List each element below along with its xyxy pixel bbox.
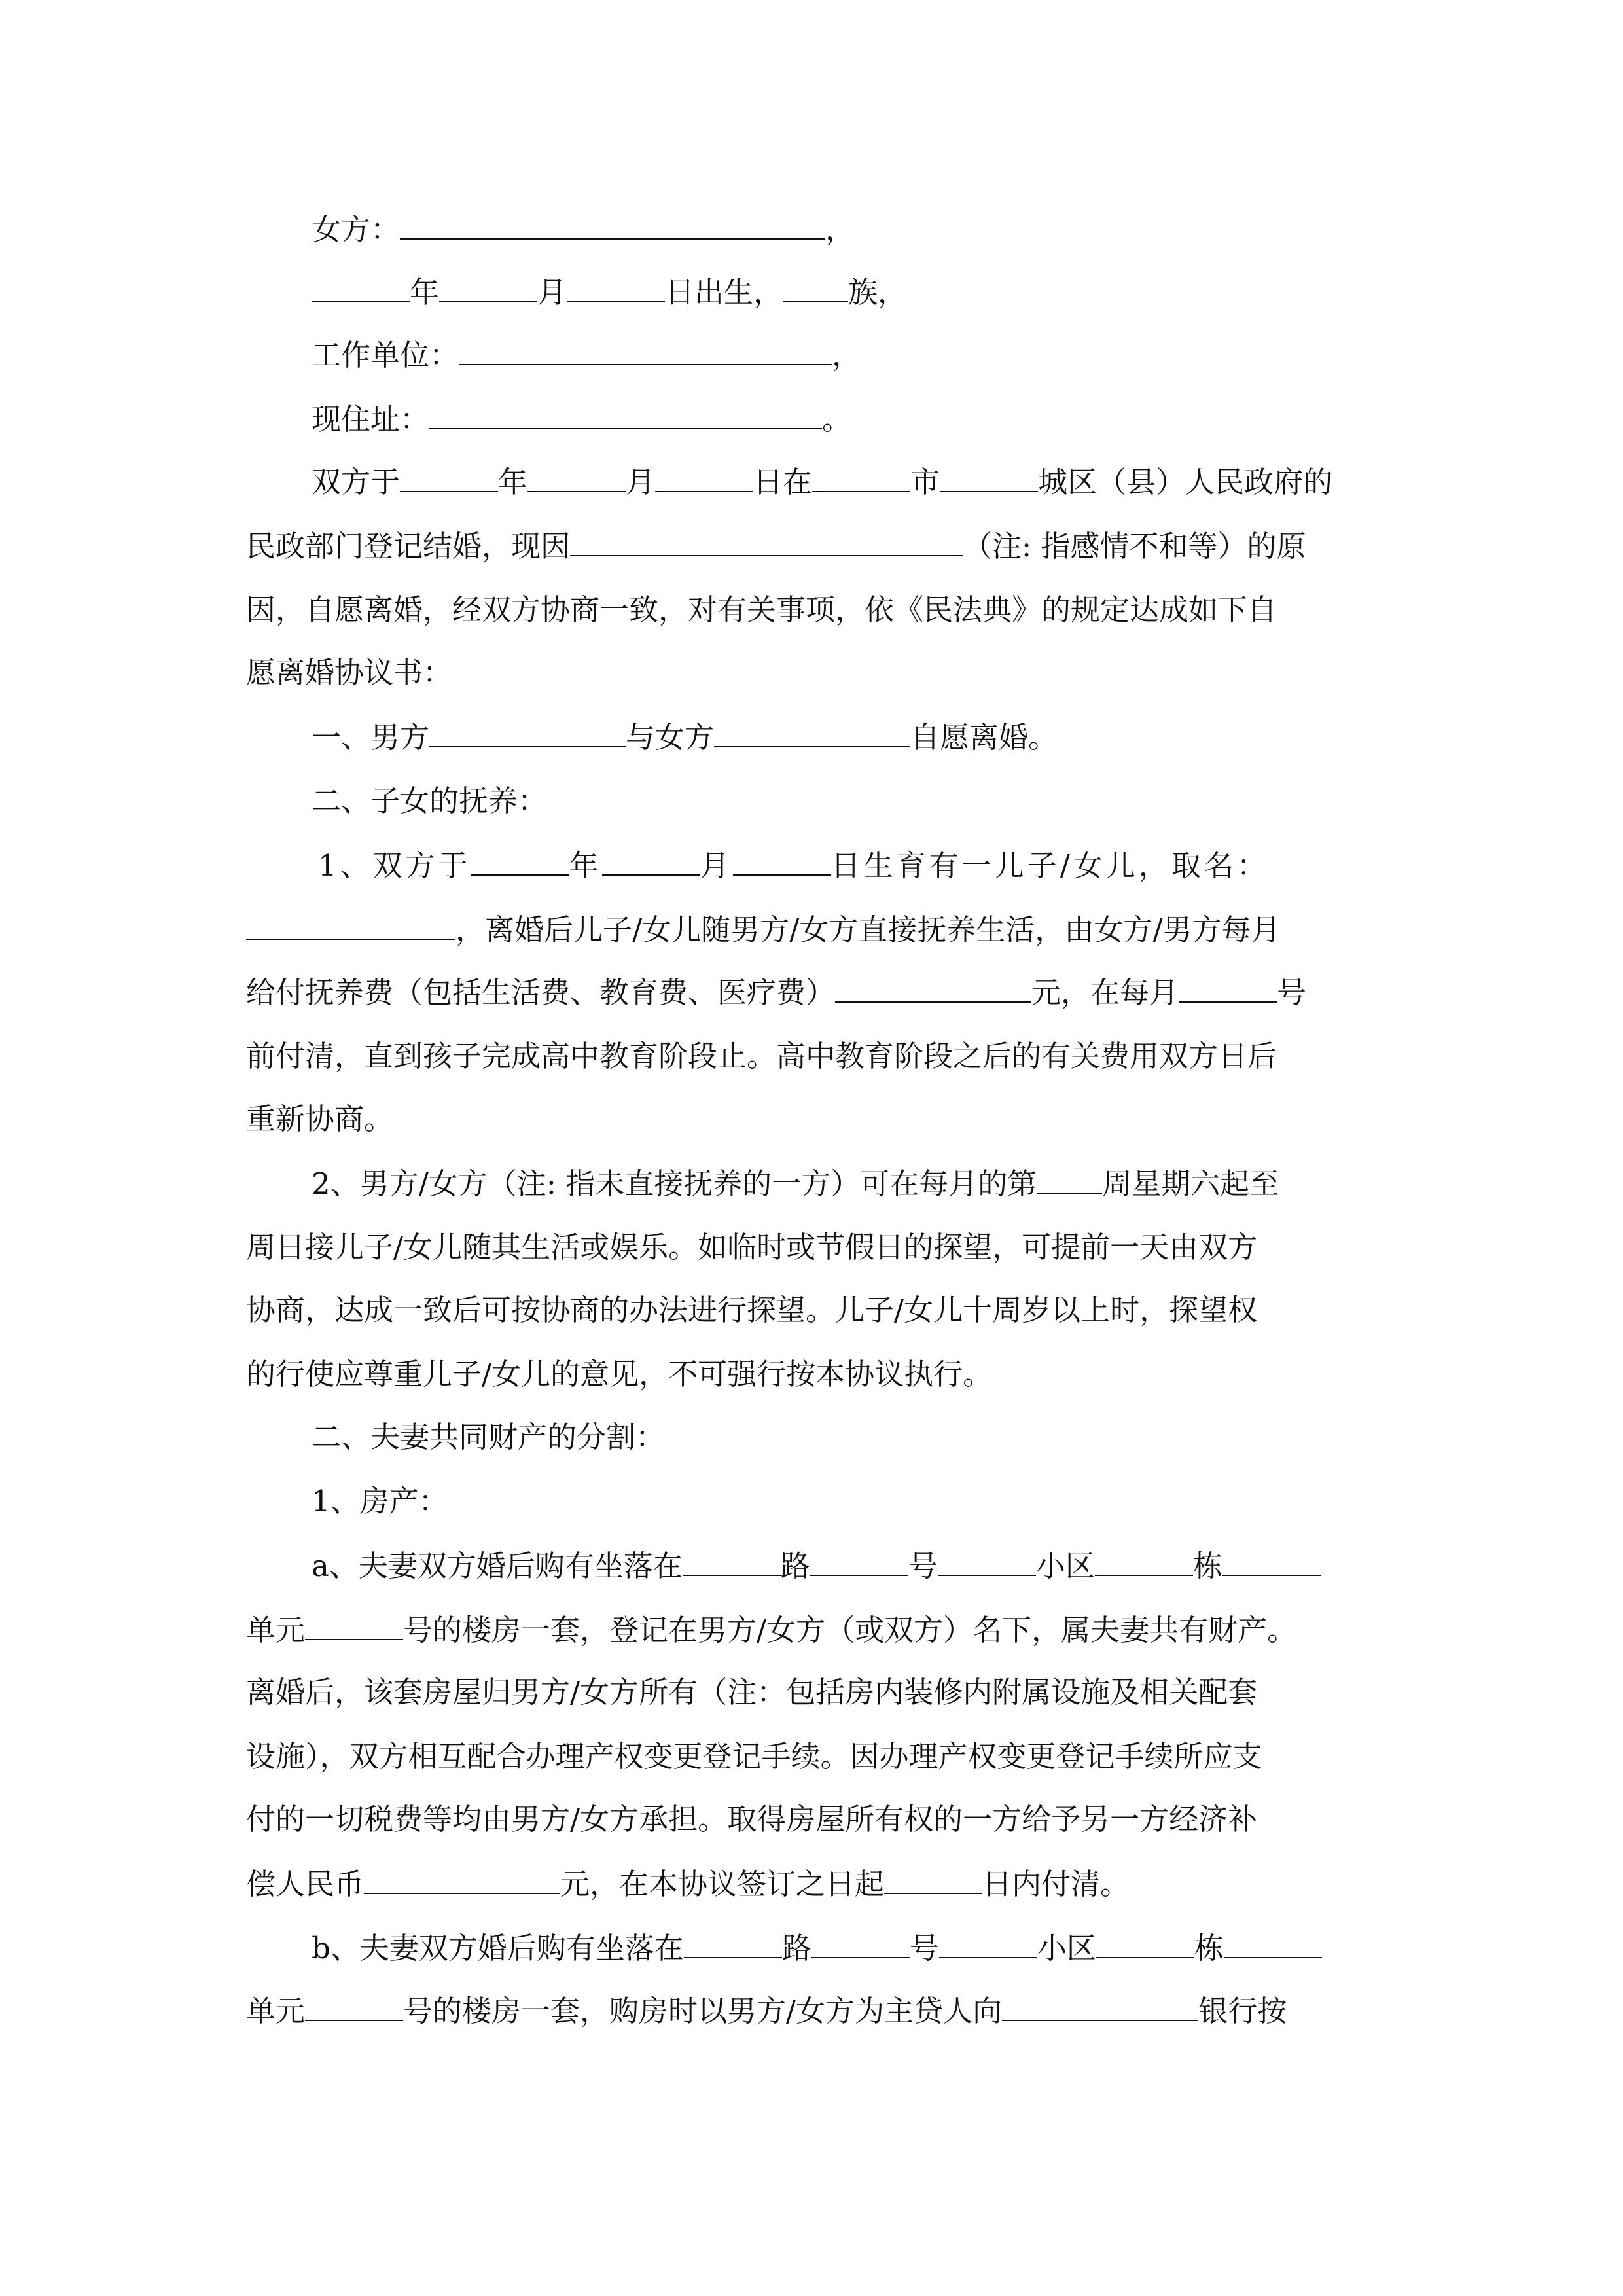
blank-year [312,272,410,302]
line-house-a [312,1546,1321,1586]
blank-child-name [246,910,455,940]
blank-unit [1222,1546,1321,1576]
blank-day [733,846,831,876]
blank-room [305,1610,403,1640]
text: b、夫妻双方婚后购有坐落在 [312,1931,684,1965]
text: 年 [498,465,528,499]
paragraph-line: 周日接儿子/女儿随其生活或娱乐。如临时或节假日的探望，可提前一天由双方 [246,1230,1258,1265]
blank-day [567,272,665,302]
blank-road [683,1546,781,1576]
text: 日内付清。 [982,1867,1130,1901]
text: 民政部门登记结婚，现因 [246,529,571,564]
blank-day [655,462,753,492]
text: 元，在本协议签订之日起 [560,1867,885,1901]
text: 银行按 [1198,1994,1287,2028]
line-wife [312,209,855,249]
blank-reason [570,526,963,556]
section-heading-children: 二、子女的抚养： [312,783,548,818]
text: 栋 [1194,1931,1224,1965]
blank-room [305,1991,403,2021]
text: 小区 [1037,1931,1096,1965]
text: 年 [569,848,602,883]
paragraph-line: 前付清，直到孩子完成高中教育阶段止。高中教育阶段之后的有关费用双方日后 [246,1039,1277,1073]
blank-city [812,462,910,492]
line-reason [246,526,1306,566]
text: 号 [1277,975,1307,1010]
text: 偿人民币 [246,1867,365,1901]
text: 号 [909,1931,939,1965]
line-workplace [312,335,861,375]
text: 路 [781,1931,812,1965]
blank-week [1037,1164,1102,1194]
blank-ethnicity [783,272,848,302]
text-month: 月 [537,275,567,310]
text: 月 [626,465,656,499]
text: 号的楼房一套，购房时以男方/女方为主贷人向 [403,1994,1003,2028]
paragraph-line: 因，自愿离婚，经双方协商一致，对有关事项，依《民法典》的规定达成如下自 [246,592,1277,627]
text-year: 年 [410,275,440,310]
text: 小区 [1035,1549,1095,1583]
paragraph-line: 离婚后，该套房屋归男方/女方所有（注：包括房内装修内附属设施及相关配套 [246,1675,1258,1710]
line-birth [312,272,907,312]
line-support-fee [246,973,1306,1013]
blank-building [1095,1546,1193,1576]
blank-wife-name [714,717,910,747]
text: 与女方 [626,720,715,755]
text: 日生育有一儿子/女儿，取名： [830,848,1270,883]
line-house-b [312,1928,1322,1968]
paragraph-line: 付的一切税费等均由男方/女方承担。取得房屋所有权的一方给予另一方经济补 [246,1802,1258,1837]
blank-unit [1224,1928,1322,1958]
blank-road [684,1928,782,1958]
blank-district [940,462,1038,492]
line-address [312,399,851,439]
blank-community [938,1546,1036,1576]
section-heading-property: 二、夫妻共同财产的分割： [312,1420,666,1454]
blank-wife-name [400,209,825,240]
line-custody [246,910,1281,950]
blank-days [884,1864,982,1894]
text: 路 [780,1549,810,1583]
line-house-a-2 [246,1610,1296,1650]
text: 日在 [753,465,813,499]
blank-amount [835,973,1031,1003]
blank-bank [1002,1991,1198,2021]
blank-month [439,272,537,302]
blank-workplace [459,335,832,365]
text: 号 [908,1549,938,1583]
line-marriage-reg [312,462,1332,502]
text: 单元 [246,1613,306,1647]
punct: ， [825,212,855,247]
text: 栋 [1192,1549,1222,1583]
text: 周星期六起至 [1102,1166,1279,1201]
text: 1、双方于 [318,848,471,883]
paragraph-line: 重新协商。 [246,1102,394,1136]
line-house-b-2 [246,1991,1287,2031]
punct: ， [832,338,862,372]
text: 元，在每月 [1031,975,1179,1010]
blank-number [810,1546,908,1576]
label-address: 现住址： [312,402,430,437]
text: 自愿离婚。 [910,720,1058,755]
text-birth: 日出生， [665,275,783,310]
label-wife: 女方： [312,212,401,247]
blank-month [527,462,626,492]
blank-address [429,399,822,429]
text: ，离婚后儿子/女儿随男方/女方直接抚养生活，由女方/男方每月 [455,912,1281,947]
blank-husband-name [429,717,626,747]
blank-number [812,1928,910,1958]
text: 月 [700,848,733,883]
blank-month [602,846,700,876]
text: 号的楼房一套，登记在男方/女方（或双方）名下，属夫妻共有财产。 [403,1613,1297,1647]
text: （注: 指感情不和等）的原 [963,529,1306,564]
text: 一、男方 [312,720,430,755]
blank-day-of-month [1179,973,1277,1003]
text: 给付抚养费（包括生活费、教育费、医疗费） [246,975,836,1010]
punct: 。 [822,402,852,437]
paragraph-line: 愿离婚协议书： [246,655,453,690]
text: 双方于 [312,465,401,499]
text: a、夫妻双方婚后购有坐落在 [312,1549,683,1583]
line-compensation [246,1864,1130,1904]
text: 城区（县）人民政府的 [1038,465,1333,499]
text: 市 [910,465,940,499]
text-ethnicity: 族， [848,275,908,310]
blank-compensation [364,1864,560,1894]
paragraph-line: 的行使应尊重儿子/女儿的意见，不可强行按本协议执行。 [246,1357,993,1391]
blank-year [400,462,498,492]
text: 2、男方/女方（注: 指未直接抚养的一方）可在每月的第 [312,1166,1037,1201]
line-visitation [312,1164,1279,1204]
blank-community [939,1928,1037,1958]
paragraph-line: 协商，达成一致后可按协商的办法进行探望。儿子/女儿十周岁以上时，探望权 [246,1293,1258,1327]
blank-year [471,846,569,876]
subsection-heading-house: 1、房产： [312,1484,448,1518]
blank-building [1096,1928,1194,1958]
line-child-birth [318,846,1270,886]
label-workplace: 工作单位： [312,338,459,372]
line-divorce-parties [312,717,1058,757]
text: 单元 [246,1994,306,2028]
paragraph-line: 设施），双方相互配合办理产权变更登记手续。因办理产权变更登记手续所应支 [246,1739,1262,1774]
